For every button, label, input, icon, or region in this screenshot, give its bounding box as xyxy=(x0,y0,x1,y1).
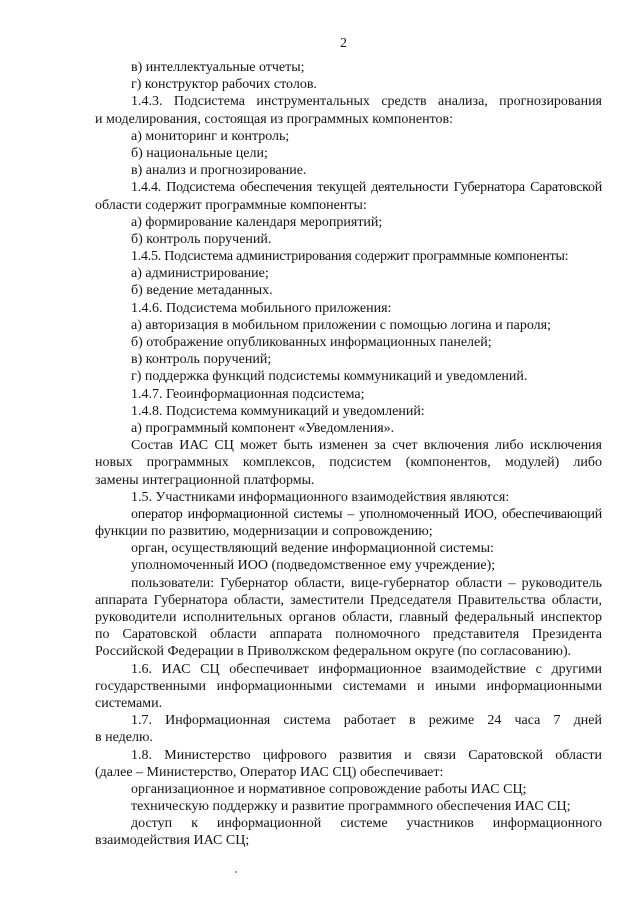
text-line: области содержит программные компоненты: xyxy=(95,197,367,213)
text-line: б) национальные цели; xyxy=(131,145,268,161)
list-item-communications-support xyxy=(95,368,602,385)
text-line: г) конструктор рабочих столов. xyxy=(131,77,317,93)
list-item-access xyxy=(95,815,602,849)
section-1-6 xyxy=(95,661,602,713)
text-line: 1.4.4. Подсистема обеспечения текущей деятельности Губернатора Саратовской xyxy=(131,180,602,196)
text-line: 1.7. Информационная система работает в режиме 24 часа 7 дней xyxy=(131,713,602,729)
text-line: Российской Федерации в Приволжском федеральном округе (по согласованию). xyxy=(95,644,572,660)
list-item-national-goals xyxy=(95,145,602,162)
text-line: 1.4.7. Геоинформационная подсистема; xyxy=(131,386,365,402)
text-line: (далее – Министерство, Оператор ИАС СЦ) обеспечивает: xyxy=(95,764,444,780)
text-line: а) мониторинг и контроль; xyxy=(131,128,290,144)
text-line: по Саратовской области аппарата полномочного представителя Президента xyxy=(95,627,602,643)
text-line: в) анализ и прогнозирование. xyxy=(131,163,307,179)
text-line: организационное и нормативное сопровождение работы ИАС СЦ; xyxy=(131,781,527,797)
text-line: замены интеграционной платформы. xyxy=(95,472,315,488)
text-line: 1.4.5. Подсистема администрирования содержит программные компоненты: xyxy=(131,249,569,265)
text-line: 1.4.6. Подсистема мобильного приложения: xyxy=(131,300,392,316)
text-line: Состав ИАС СЦ может быть изменен за счет включения либо исключения xyxy=(131,438,602,454)
scan-artifact xyxy=(235,871,237,873)
text-line: а) формирование календаря мероприятий; xyxy=(131,214,383,230)
text-line: оператор информационной системы – уполномоченный ИОО, обеспечивающий xyxy=(131,506,602,522)
paragraph-authorized-body xyxy=(95,557,602,574)
list-item-administration xyxy=(95,265,602,282)
text-line: 1.6. ИАС СЦ обеспечивает информационное взаимодействие с другими xyxy=(131,661,602,677)
text-line: уполномоченный ИОО (подведомственное ему учреждение); xyxy=(131,558,496,574)
section-1-4-8 xyxy=(95,403,602,420)
paragraph-users xyxy=(95,575,602,661)
text-line: техническую поддержку и развитие программного обеспечения ИАС СЦ; xyxy=(131,799,571,815)
section-1-4-5 xyxy=(95,248,602,265)
list-item-monitoring xyxy=(95,128,602,145)
text-line: 1.8. Министерство цифрового развития и связи Саратовской области xyxy=(131,747,602,763)
section-1-4-7 xyxy=(95,386,602,403)
text-line: 1.5. Участниками информационного взаимодействия являются: xyxy=(131,489,510,505)
section-1-4-3 xyxy=(95,93,602,127)
text-line: б) ведение метаданных. xyxy=(131,283,273,299)
text-line: государственными информационными системами и иными информационными xyxy=(95,678,602,694)
text-line: руководители исполнительных органов области, главный федеральный инспектор xyxy=(95,610,602,625)
section-1-8 xyxy=(95,747,602,781)
document-body xyxy=(95,59,602,850)
paragraph-body xyxy=(95,540,602,557)
text-line: 1.4.8. Подсистема коммуникаций и уведомлений: xyxy=(131,403,425,419)
text-line: системами. xyxy=(95,695,163,711)
list-item-organizational-support xyxy=(95,781,602,798)
list-item-orders-control xyxy=(95,231,602,248)
text-line: и моделирования, состоящая из программных компонентов: xyxy=(95,111,454,127)
list-item-orders-control-mobile xyxy=(95,351,602,368)
text-line: доступ к информационной системе участников информационного xyxy=(131,816,602,832)
page-number: 2 xyxy=(340,36,347,51)
list-item-metadata xyxy=(95,282,602,299)
text-line: новых программных комплексов, подсистем (компонентов, модулей) либо xyxy=(95,455,602,471)
list-item-analysis xyxy=(95,162,602,179)
list-item-intellectual-reports xyxy=(95,59,602,76)
paragraph-composition xyxy=(95,437,602,489)
text-line: в) интеллектуальные отчеты; xyxy=(131,60,305,75)
text-line: б) контроль поручений. xyxy=(131,231,272,247)
list-item-technical-support xyxy=(95,798,602,815)
list-item-desktop-constructor xyxy=(95,76,602,93)
text-line: а) администрирование; xyxy=(131,266,269,282)
section-1-4-4 xyxy=(95,179,602,213)
section-1-7 xyxy=(95,712,602,746)
text-line: г) поддержка функций подсистемы коммуникаций и уведомлений. xyxy=(131,369,528,385)
list-item-calendar xyxy=(95,214,602,231)
text-line: в) контроль поручений; xyxy=(131,352,272,368)
text-line: орган, осуществляющий ведение информационной системы: xyxy=(131,541,494,557)
text-line: а) авторизация в мобильном приложении с помощью логина и пароля; xyxy=(131,317,551,333)
text-line: б) отображение опубликованных информационных панелей; xyxy=(131,335,492,350)
list-item-notifications xyxy=(95,420,602,437)
text-line: пользователи: Губернатор области, вице-губернатор области – руководитель xyxy=(131,575,602,591)
section-1-4-6 xyxy=(95,300,602,317)
text-line: а) программный компонент «Уведомления». xyxy=(131,420,395,436)
paragraph-operator xyxy=(95,506,602,540)
list-item-authorization xyxy=(95,317,602,334)
text-line: функции по развитию, модернизации и сопровождению; xyxy=(95,524,433,540)
text-line: 1.4.3. Подсистема инструментальных средств анализа, прогнозирования xyxy=(131,94,602,110)
text-line: в неделю. xyxy=(95,730,153,746)
section-1-5 xyxy=(95,489,602,506)
list-item-panels xyxy=(95,334,602,351)
text-line: аппарата Губернатора области, заместители Председателя Правительства области, xyxy=(95,592,602,608)
text-line: взаимодействия ИАС СЦ; xyxy=(95,833,250,849)
